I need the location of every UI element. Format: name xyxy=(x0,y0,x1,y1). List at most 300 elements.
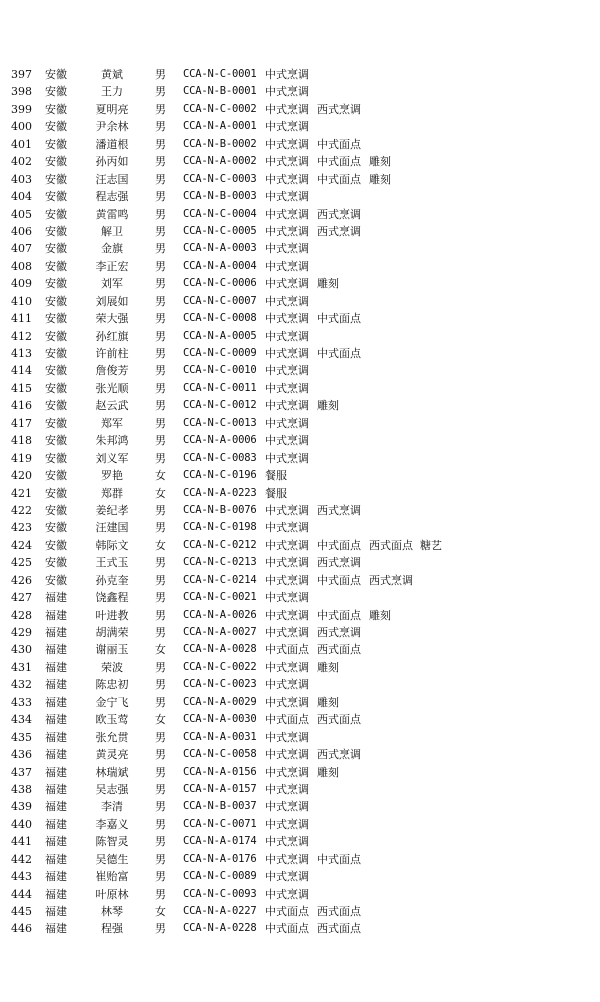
name-cell: 朱邦鸿 xyxy=(95,434,129,448)
specialty-cell: 中式烹调 xyxy=(265,503,309,517)
gender-cell: 男 xyxy=(155,312,166,326)
gender-cell: 男 xyxy=(155,207,166,221)
specialty-cell: 中式烹调 xyxy=(265,381,309,395)
specialty-cell: 中式烹调 xyxy=(265,748,309,762)
specialty-cell: 中式烹调 xyxy=(265,591,309,605)
certificate-code-cell: CCA-N-C-0006 xyxy=(183,277,257,290)
gender-cell: 男 xyxy=(155,626,166,639)
name-cell: 荣大强 xyxy=(95,312,129,326)
province-cell: 福建 xyxy=(45,852,67,866)
gender-cell: 男 xyxy=(155,870,166,884)
specialty-cell: 中式烹调 xyxy=(265,730,309,744)
province-cell: 安徽 xyxy=(45,399,67,413)
table-row xyxy=(0,328,600,345)
specialty-cell: 雕刻 xyxy=(369,608,391,622)
certificate-code-cell: CCA-N-A-0005 xyxy=(183,329,257,342)
province-cell: 安徽 xyxy=(45,259,67,273)
gender-cell: 男 xyxy=(155,556,166,570)
specialty-cell: 中式面点 xyxy=(317,137,361,151)
table-row xyxy=(0,886,600,903)
certificate-code-cell: CCA-N-C-0013 xyxy=(183,416,257,429)
specialty-cell: 中式烹调 xyxy=(265,782,309,796)
record-number: 438 xyxy=(11,782,32,796)
gender-cell: 男 xyxy=(155,172,166,186)
specialty-cell: 中式烹调 xyxy=(265,120,309,134)
name-cell: 汪建国 xyxy=(95,521,129,535)
record-number: 420 xyxy=(11,469,32,483)
record-number: 444 xyxy=(11,887,32,901)
table-row xyxy=(0,467,600,484)
specialty-cell: 中式烹调 xyxy=(265,207,309,221)
province-cell: 安徽 xyxy=(45,486,67,500)
province-cell: 安徽 xyxy=(45,381,67,395)
specialty-cell: 中式面点 xyxy=(317,538,361,552)
name-cell: 王力 xyxy=(101,85,123,99)
table-row xyxy=(0,415,600,432)
table-row xyxy=(0,397,600,414)
name-cell: 吴志强 xyxy=(95,782,129,796)
table-row xyxy=(0,66,600,83)
specialty-cell: 中式烹调 xyxy=(265,137,309,151)
record-number: 431 xyxy=(11,660,32,674)
province-cell: 安徽 xyxy=(45,155,67,169)
table-row xyxy=(0,83,600,100)
record-number: 415 xyxy=(11,381,32,395)
table-row xyxy=(0,554,600,571)
gender-cell: 男 xyxy=(155,190,166,204)
name-cell: 陈智灵 xyxy=(95,835,129,849)
table-row xyxy=(0,781,600,798)
specialty-cell: 中式烹调 xyxy=(265,399,309,413)
specialty-cell: 中式烹调 xyxy=(265,224,309,238)
province-cell: 安徽 xyxy=(45,538,67,552)
record-number: 423 xyxy=(11,521,32,535)
gender-cell: 男 xyxy=(155,782,166,796)
table-row xyxy=(0,607,600,624)
name-cell: 姜纪孝 xyxy=(95,503,129,517)
record-number: 403 xyxy=(11,172,32,186)
specialty-cell: 中式面点 xyxy=(317,172,361,186)
specialty-cell: 中式烹调 xyxy=(265,765,309,779)
specialty-cell: 中式烹调 xyxy=(265,102,309,116)
roster-table xyxy=(0,66,600,938)
province-cell: 安徽 xyxy=(45,294,67,308)
specialty-cell: 中式烹调 xyxy=(265,416,309,430)
gender-cell: 男 xyxy=(155,434,166,448)
gender-cell: 男 xyxy=(155,835,166,849)
gender-cell: 男 xyxy=(155,224,166,238)
certificate-code-cell: CCA-N-C-0001 xyxy=(183,68,257,80)
specialty-cell: 中式面点 xyxy=(265,905,309,918)
province-cell: 福建 xyxy=(45,835,67,849)
record-number: 413 xyxy=(11,347,32,360)
record-number: 434 xyxy=(11,713,32,727)
name-cell: 黄雷鸣 xyxy=(95,207,129,221)
gender-cell: 男 xyxy=(155,277,166,291)
name-cell: 程志强 xyxy=(95,190,129,204)
certificate-code-cell: CCA-N-A-0223 xyxy=(183,486,257,499)
gender-cell: 男 xyxy=(155,800,166,814)
specialty-cell: 糖艺 xyxy=(420,538,442,552)
record-number: 414 xyxy=(11,364,32,378)
specialty-cell: 中式烹调 xyxy=(265,364,309,378)
province-cell: 安徽 xyxy=(45,207,67,221)
specialty-cell: 中式烹调 xyxy=(265,852,309,866)
record-number: 436 xyxy=(11,748,32,762)
province-cell: 福建 xyxy=(45,887,67,901)
specialty-cell: 中式烹调 xyxy=(265,294,309,308)
specialty-cell: 西式面点 xyxy=(317,643,361,657)
province-cell: 福建 xyxy=(45,643,67,657)
name-cell: 王式玉 xyxy=(95,556,129,570)
record-number: 424 xyxy=(11,538,32,552)
record-number: 412 xyxy=(11,329,32,343)
table-row xyxy=(0,153,600,170)
specialty-cell: 中式面点 xyxy=(265,922,309,936)
certificate-code-cell: CCA-N-C-0007 xyxy=(183,294,257,307)
name-cell: 叶进教 xyxy=(95,608,129,622)
specialty-cell: 中式烹调 xyxy=(265,626,309,639)
gender-cell: 男 xyxy=(155,521,166,535)
record-number: 408 xyxy=(11,259,32,273)
gender-cell: 男 xyxy=(155,852,166,866)
record-number: 425 xyxy=(11,556,32,570)
certificate-code-cell: CCA-N-C-0023 xyxy=(183,678,257,691)
certificate-code-cell: CCA-N-A-0228 xyxy=(183,922,257,935)
gender-cell: 女 xyxy=(155,469,166,483)
specialty-cell: 中式烹调 xyxy=(265,85,309,99)
province-cell: 安徽 xyxy=(45,190,67,204)
specialty-cell: 中式烹调 xyxy=(265,573,309,587)
specialty-cell: 中式烹调 xyxy=(265,451,309,465)
province-cell: 安徽 xyxy=(45,521,67,535)
gender-cell: 男 xyxy=(155,85,166,99)
name-cell: 许前柱 xyxy=(95,347,129,360)
table-row xyxy=(0,589,600,606)
gender-cell: 男 xyxy=(155,329,166,343)
name-cell: 孙克奎 xyxy=(95,573,129,587)
province-cell: 福建 xyxy=(45,591,67,605)
name-cell: 罗艳 xyxy=(101,469,123,483)
name-cell: 荣波 xyxy=(101,660,123,674)
table-row xyxy=(0,537,600,554)
certificate-code-cell: CCA-N-A-0004 xyxy=(183,259,257,272)
name-cell: 林瑞斌 xyxy=(95,765,129,779)
gender-cell: 女 xyxy=(155,905,166,918)
specialty-cell: 中式烹调 xyxy=(265,835,309,849)
gender-cell: 男 xyxy=(155,730,166,744)
record-number: 405 xyxy=(11,207,32,221)
table-row xyxy=(0,485,600,502)
specialty-cell: 西式烹调 xyxy=(369,573,413,587)
record-number: 442 xyxy=(11,852,32,866)
table-row xyxy=(0,223,600,240)
record-number: 427 xyxy=(11,591,32,605)
specialty-cell: 西式面点 xyxy=(317,922,361,936)
certificate-code-cell: CCA-N-C-0008 xyxy=(183,312,257,325)
province-cell: 安徽 xyxy=(45,277,67,291)
certificate-code-cell: CCA-N-C-0083 xyxy=(183,451,257,464)
gender-cell: 男 xyxy=(155,294,166,308)
certificate-code-cell: CCA-N-A-0001 xyxy=(183,120,257,133)
name-cell: 谢丽玉 xyxy=(95,643,129,657)
certificate-code-cell: CCA-N-C-0022 xyxy=(183,660,257,673)
province-cell: 安徽 xyxy=(45,416,67,430)
province-cell: 安徽 xyxy=(45,102,67,116)
name-cell: 张允贯 xyxy=(95,730,129,744)
name-cell: 刘军 xyxy=(101,277,123,291)
certificate-code-cell: CCA-N-C-0213 xyxy=(183,556,257,569)
province-cell: 安徽 xyxy=(45,312,67,326)
specialty-cell: 雕刻 xyxy=(317,695,339,709)
certificate-code-cell: CCA-N-C-0071 xyxy=(183,817,257,830)
table-row xyxy=(0,310,600,327)
gender-cell: 男 xyxy=(155,678,166,692)
record-number: 417 xyxy=(11,416,32,430)
record-number: 411 xyxy=(11,312,32,326)
name-cell: 赵云武 xyxy=(95,399,129,413)
gender-cell: 男 xyxy=(155,608,166,622)
specialty-cell: 西式烹调 xyxy=(317,207,361,221)
name-cell: 韩际文 xyxy=(95,538,129,552)
gender-cell: 男 xyxy=(155,347,166,360)
name-cell: 孙丙如 xyxy=(95,155,129,169)
gender-cell: 男 xyxy=(155,660,166,674)
specialty-cell: 中式烹调 xyxy=(265,608,309,622)
specialty-cell: 中式烹调 xyxy=(265,817,309,831)
certificate-code-cell: CCA-N-C-0011 xyxy=(183,381,257,394)
gender-cell: 男 xyxy=(155,887,166,901)
record-number: 437 xyxy=(11,765,32,779)
specialty-cell: 西式烹调 xyxy=(317,748,361,762)
province-cell: 福建 xyxy=(45,713,67,727)
table-row xyxy=(0,764,600,781)
record-number: 401 xyxy=(11,137,32,151)
gender-cell: 男 xyxy=(155,259,166,273)
record-number: 397 xyxy=(11,68,32,81)
certificate-code-cell: CCA-N-C-0212 xyxy=(183,538,257,551)
gender-cell: 女 xyxy=(155,643,166,657)
province-cell: 安徽 xyxy=(45,503,67,517)
specialty-cell: 中式烹调 xyxy=(265,172,309,186)
specialty-cell: 雕刻 xyxy=(369,172,391,186)
province-cell: 福建 xyxy=(45,695,67,709)
gender-cell: 男 xyxy=(155,120,166,134)
specialty-cell: 中式烹调 xyxy=(265,259,309,273)
table-row xyxy=(0,920,600,937)
province-cell: 福建 xyxy=(45,782,67,796)
record-number: 430 xyxy=(11,643,32,657)
certificate-code-cell: CCA-N-A-0028 xyxy=(183,643,257,656)
specialty-cell: 中式烹调 xyxy=(265,329,309,343)
province-cell: 福建 xyxy=(45,626,67,639)
specialty-cell: 中式烹调 xyxy=(265,521,309,535)
gender-cell: 男 xyxy=(155,416,166,430)
specialty-cell: 雕刻 xyxy=(317,765,339,779)
specialty-cell: 中式面点 xyxy=(317,155,361,169)
name-cell: 刘展如 xyxy=(95,294,129,308)
gender-cell: 男 xyxy=(155,748,166,762)
specialty-cell: 中式面点 xyxy=(265,713,309,727)
certificate-code-cell: CCA-N-C-0005 xyxy=(183,224,257,237)
table-row xyxy=(0,240,600,257)
record-number: 422 xyxy=(11,503,32,517)
province-cell: 安徽 xyxy=(45,242,67,256)
gender-cell: 男 xyxy=(155,155,166,169)
specialty-cell: 中式烹调 xyxy=(265,434,309,448)
certificate-code-cell: CCA-N-A-0156 xyxy=(183,765,257,778)
table-row xyxy=(0,206,600,223)
record-number: 398 xyxy=(11,85,32,99)
record-number: 406 xyxy=(11,224,32,238)
record-number: 443 xyxy=(11,870,32,884)
table-row xyxy=(0,188,600,205)
record-number: 399 xyxy=(11,102,32,116)
province-cell: 福建 xyxy=(45,608,67,622)
gender-cell: 女 xyxy=(155,713,166,727)
table-row xyxy=(0,432,600,449)
record-number: 402 xyxy=(11,155,32,169)
province-cell: 安徽 xyxy=(45,120,67,134)
province-cell: 安徽 xyxy=(45,364,67,378)
certificate-code-cell: CCA-N-B-0003 xyxy=(183,190,257,203)
gender-cell: 男 xyxy=(155,68,166,81)
certificate-code-cell: CCA-N-B-0076 xyxy=(183,503,257,516)
certificate-code-cell: CCA-N-A-0029 xyxy=(183,695,257,708)
specialty-cell: 中式烹调 xyxy=(265,155,309,169)
table-row xyxy=(0,293,600,310)
certificate-code-cell: CCA-N-C-0009 xyxy=(183,347,257,359)
specialty-cell: 中式烹调 xyxy=(265,695,309,709)
name-cell: 吴德生 xyxy=(95,852,129,866)
specialty-cell: 西式烹调 xyxy=(317,102,361,116)
name-cell: 张光顺 xyxy=(95,381,129,395)
province-cell: 安徽 xyxy=(45,451,67,465)
gender-cell: 男 xyxy=(155,503,166,517)
table-row xyxy=(0,171,600,188)
province-cell: 安徽 xyxy=(45,172,67,186)
record-number: 416 xyxy=(11,399,32,413)
certificate-code-cell: CCA-N-C-0010 xyxy=(183,364,257,377)
gender-cell: 男 xyxy=(155,591,166,605)
table-row xyxy=(0,746,600,763)
province-cell: 福建 xyxy=(45,922,67,936)
gender-cell: 男 xyxy=(155,399,166,413)
table-row xyxy=(0,659,600,676)
gender-cell: 男 xyxy=(155,765,166,779)
specialty-cell: 中式烹调 xyxy=(265,68,309,81)
certificate-code-cell: CCA-N-C-0003 xyxy=(183,172,257,185)
certificate-code-cell: CCA-N-C-0012 xyxy=(183,399,257,412)
specialty-cell: 餐服 xyxy=(265,486,287,500)
specialty-cell: 西式烹调 xyxy=(317,224,361,238)
name-cell: 金宁飞 xyxy=(95,695,129,709)
certificate-code-cell: CCA-N-A-0026 xyxy=(183,608,257,621)
certificate-code-cell: CCA-N-A-0003 xyxy=(183,242,257,255)
certificate-code-cell: CCA-N-A-0006 xyxy=(183,434,257,447)
certificate-code-cell: CCA-N-A-0157 xyxy=(183,782,257,795)
name-cell: 林琴 xyxy=(101,905,123,918)
table-row xyxy=(0,380,600,397)
record-number: 435 xyxy=(11,730,32,744)
province-cell: 福建 xyxy=(45,905,67,918)
record-number: 410 xyxy=(11,294,32,308)
province-cell: 安徽 xyxy=(45,224,67,238)
specialty-cell: 西式面点 xyxy=(369,538,413,552)
province-cell: 福建 xyxy=(45,870,67,884)
specialty-cell: 中式烹调 xyxy=(265,277,309,291)
name-cell: 金旗 xyxy=(101,242,123,256)
table-row xyxy=(0,572,600,589)
specialty-cell: 中式烹调 xyxy=(265,678,309,692)
certificate-code-cell: CCA-N-B-0037 xyxy=(183,800,257,813)
certificate-code-cell: CCA-N-C-0021 xyxy=(183,591,257,604)
record-number: 407 xyxy=(11,242,32,256)
table-row xyxy=(0,101,600,118)
province-cell: 安徽 xyxy=(45,329,67,343)
specialty-cell: 中式面点 xyxy=(265,643,309,657)
specialty-cell: 中式烹调 xyxy=(265,870,309,884)
gender-cell: 男 xyxy=(155,817,166,831)
table-row xyxy=(0,868,600,885)
table-row xyxy=(0,275,600,292)
specialty-cell: 雕刻 xyxy=(317,277,339,291)
gender-cell: 男 xyxy=(155,102,166,116)
record-number: 432 xyxy=(11,678,32,692)
table-row xyxy=(0,502,600,519)
province-cell: 安徽 xyxy=(45,137,67,151)
name-cell: 尹余林 xyxy=(95,120,129,134)
record-number: 419 xyxy=(11,451,32,465)
name-cell: 解卫 xyxy=(101,224,123,238)
specialty-cell: 中式烹调 xyxy=(265,887,309,901)
gender-cell: 男 xyxy=(155,922,166,936)
certificate-code-cell: CCA-N-A-0002 xyxy=(183,155,257,168)
record-number: 446 xyxy=(11,922,32,936)
specialty-cell: 西式面点 xyxy=(317,905,361,918)
province-cell: 安徽 xyxy=(45,469,67,483)
record-number: 428 xyxy=(11,608,32,622)
table-row xyxy=(0,345,600,362)
specialty-cell: 中式烹调 xyxy=(265,538,309,552)
province-cell: 福建 xyxy=(45,817,67,831)
record-number: 418 xyxy=(11,434,32,448)
table-row xyxy=(0,676,600,693)
certificate-code-cell: CCA-N-A-0174 xyxy=(183,835,257,848)
certificate-code-cell: CCA-N-C-0198 xyxy=(183,521,257,534)
name-cell: 李正宏 xyxy=(95,259,129,273)
specialty-cell: 中式面点 xyxy=(317,312,361,326)
record-number: 445 xyxy=(11,905,32,918)
gender-cell: 女 xyxy=(155,538,166,552)
name-cell: 潘道根 xyxy=(95,137,129,151)
record-number: 421 xyxy=(11,486,32,500)
specialty-cell: 中式烹调 xyxy=(265,347,309,360)
specialty-cell: 中式面点 xyxy=(317,573,361,587)
table-row xyxy=(0,118,600,135)
table-row xyxy=(0,136,600,153)
certificate-code-cell: CCA-N-A-0031 xyxy=(183,730,257,743)
gender-cell: 男 xyxy=(155,695,166,709)
record-number: 404 xyxy=(11,190,32,204)
province-cell: 安徽 xyxy=(45,68,67,81)
gender-cell: 男 xyxy=(155,381,166,395)
specialty-cell: 中式烹调 xyxy=(265,242,309,256)
gender-cell: 男 xyxy=(155,137,166,151)
certificate-code-cell: CCA-N-A-0027 xyxy=(183,626,257,638)
specialty-cell: 雕刻 xyxy=(317,399,339,413)
table-row xyxy=(0,694,600,711)
